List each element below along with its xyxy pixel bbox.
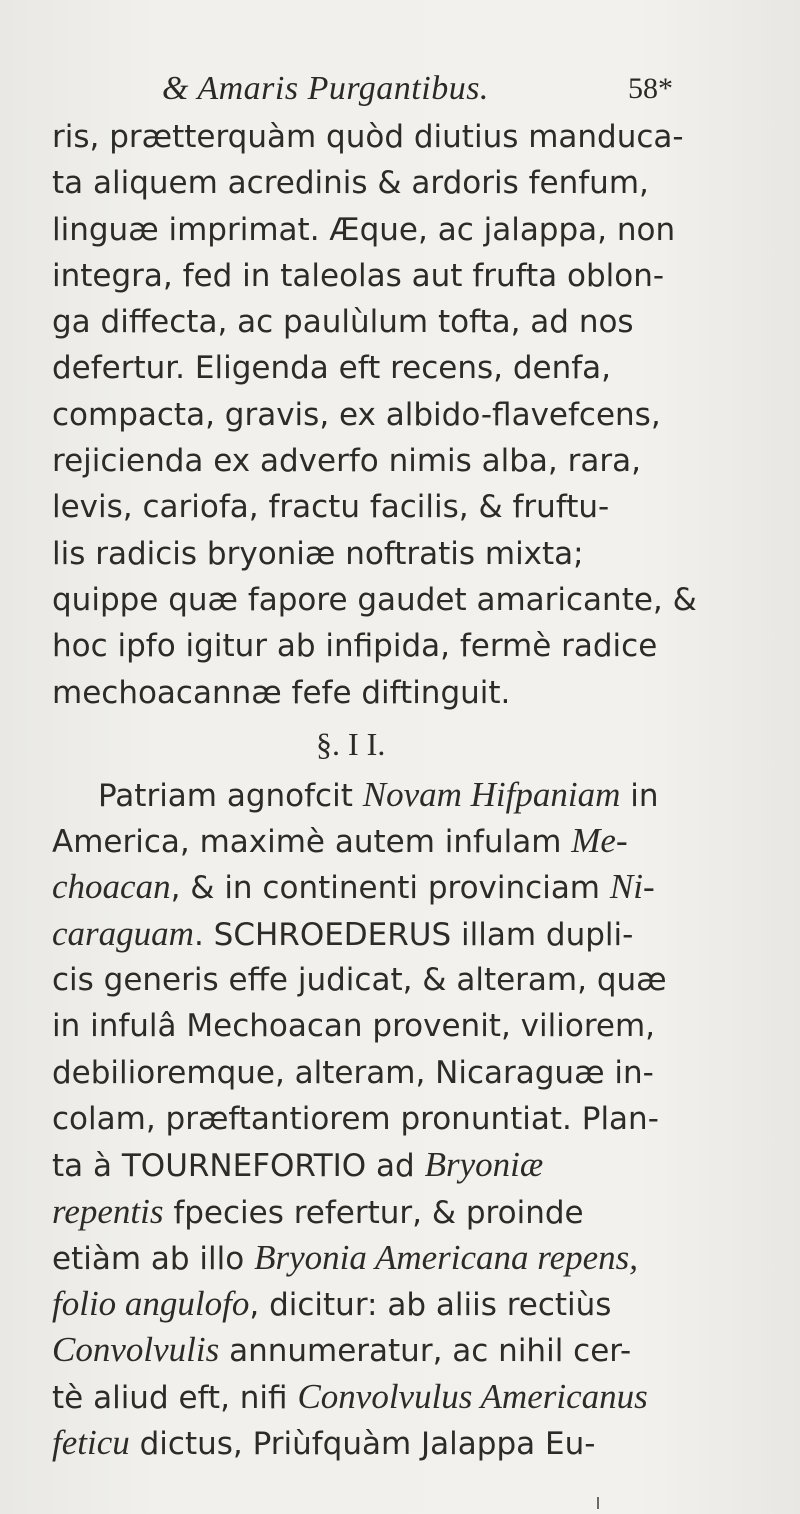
text-line: levis, cariofa, fractu facilis, & fruftu- [52,489,610,526]
text-line: mechoacannæ fefe diftinguit. [52,674,511,711]
text-line: compacta, gravis, ex albido-flavefcens, [52,396,661,433]
text-line: hoc ipfo igitur ab infipida, fermè radice [52,628,658,665]
text-run: in [620,777,659,814]
text-line: ris, prætterquàm quòd diutius manduca- [52,119,684,155]
italic-run: Convolvulis [52,1330,220,1370]
text-line [52,1142,772,1188]
stray-ink-mark [597,1497,599,1509]
body-text [52,114,772,1466]
italic-run: Bryonia Americana repens, [254,1237,639,1277]
italic-run: Bryoniæ [424,1145,544,1185]
text-run: tè aliud eft, nifi [52,1379,298,1416]
text-line [52,957,772,1003]
italic-run: Novam Hifpaniam [362,774,621,814]
italic-run: folio angulofo [52,1284,250,1324]
text-line [52,772,772,818]
section-heading: §. I I. [316,725,386,762]
text-line [52,1050,772,1096]
text-line [52,1003,772,1049]
text-line [52,864,772,910]
text-line [52,1281,772,1327]
text-line [52,1327,772,1373]
text-run: colam, præftantiorem pronuntiat. Plan- [52,1100,659,1137]
text-run: in infulâ Mechoacan provenit, viliorem, [52,1008,656,1045]
text-run: debilioremque, alteram, Nicaraguæ in- [52,1054,654,1091]
italic-run: caraguam [52,913,194,953]
text-run: etiàm ab illo [52,1240,255,1277]
text-line [52,1235,772,1281]
text-run: fpecies refertur, & proinde [163,1194,584,1231]
paragraph-1 [52,114,772,716]
text-line: ga diffecta, ac paulùlum tofta, ad nos [52,304,634,341]
text-line: defertur. Eligenda eft recens, denfa, [52,350,611,387]
italic-run: feticu [52,1423,130,1463]
text-line [52,1096,772,1142]
italic-run: repentis [52,1191,164,1231]
text-run: ta à TOURNEFORTIO ad [52,1148,425,1185]
italic-run: choacan [52,867,171,907]
text-run: America, maximè autem infulam [52,824,572,861]
text-run: annumeratur, ac nihil cer- [219,1333,632,1370]
italic-run: Me- [571,821,628,861]
text-line: linguæ imprimat. Æque, ac jalappa, non [52,211,676,248]
running-title: & Amaris Purgantibus. [162,70,489,107]
italic-run: Ni- [609,867,655,907]
text-run: cis generis effe judicat, & alteram, quæ [52,962,667,999]
text-line: integra, fed in taleolas aut frufta oblon- [52,257,665,294]
text-line: quippe quæ fapore gaudet amaricante, & [52,581,697,618]
text-line: rejicienda ex adverfo nimis alba, rara, [52,443,641,480]
text-run: , & in continenti provinciam [170,870,610,907]
text-line: ta aliquem acredinis & ardoris fenfum, [52,165,649,202]
text-line [52,1374,772,1420]
text-run: . SCHROEDERUS illam dupli- [193,916,634,953]
running-head [0,70,800,114]
text-run: , dicitur: ab aliis rectiùs [249,1287,612,1324]
page-number: 58* [628,72,673,105]
paragraph-2 [52,772,772,1466]
text-run: dictus, Priùfquàm Jalappa Eu- [129,1426,596,1463]
text-line [52,818,772,864]
italic-run: Convolvulus Americanus [297,1376,648,1416]
text-run: Patriam agnofcit [98,777,363,814]
text-line [52,1420,772,1466]
text-line [52,911,772,957]
text-line: lis radicis bryoniæ noftratis mixta; [52,535,584,572]
text-line [52,1189,772,1235]
